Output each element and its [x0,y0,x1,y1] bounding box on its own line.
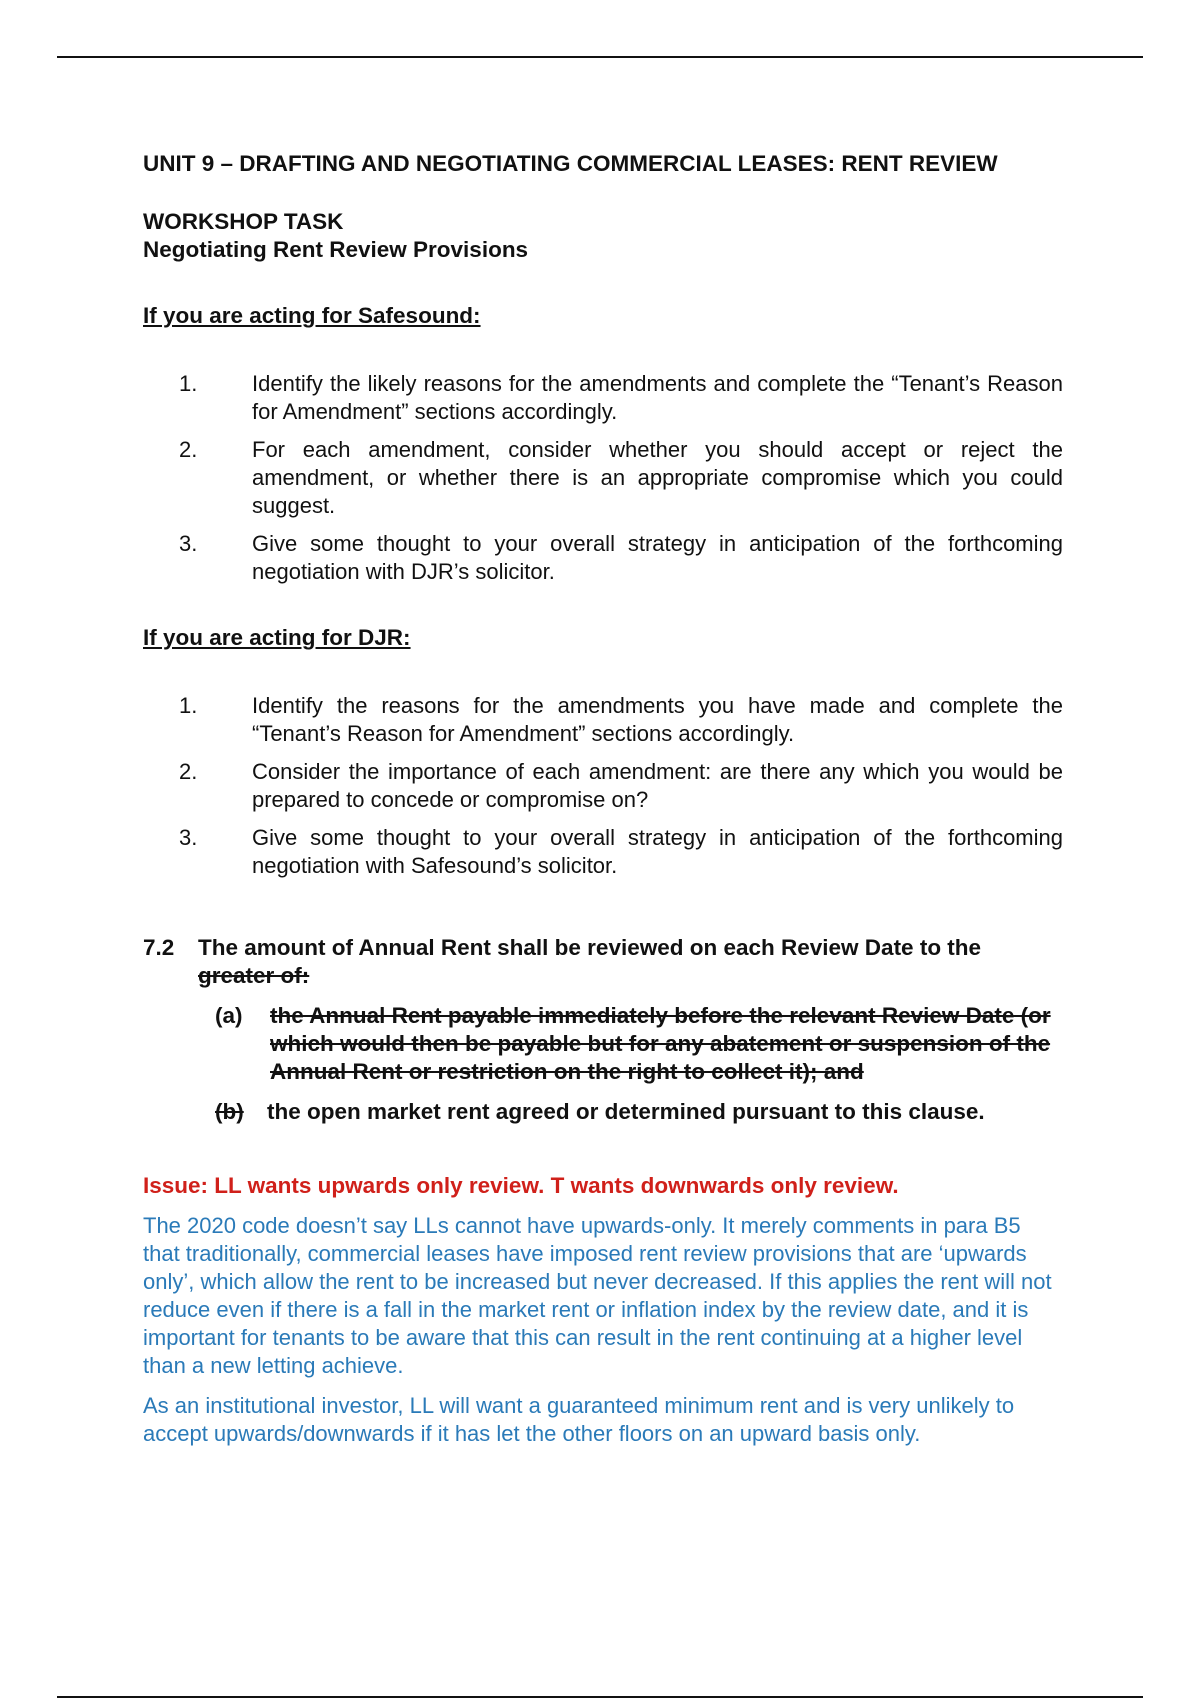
item-text: Give some thought to your overall strategy in anticipation of the forthcoming negotiation with Safesound’s solicitor. [252,825,1063,878]
item-number: 2. [179,759,198,784]
workshop-subheading: Negotiating Rent Review Provisions [143,237,529,262]
clause-number: 7.2 [143,935,175,960]
item-text: Give some thought to your overall strategy in anticipation of the forthcoming negotiation with DJR’s solicitor. [252,531,1063,584]
sub-a-label: (a) [215,1003,243,1028]
sub-a-text: the Annual Rent payable immediately before the relevant Review Date (or which would then be payable but for any abatement or suspension of the Annual Rent or restriction on the right to collect it); and [270,1003,1051,1084]
item-text: Identify the reasons for the amendments you have made and complete the “Tenant’s Reason for Amendment” sections accordingly. [252,693,1063,746]
workshop-heading: WORKSHOP TASK [143,209,344,234]
safesound-heading: If you are acting for Safesound: [143,303,481,328]
item-number: 3. [179,825,198,850]
list-item [143,824,1063,880]
list-item [143,530,1063,586]
comment-paragraph: The 2020 code doesn’t say LLs cannot have upwards-only. It merely comments in para B5 that traditionally, commercial leases have imposed rent review provisions that are ‘upwards only’, which allow the rent to be increased but never decreased. If this applies the rent will not reduce even if there is a fall in the market rent or inflation index by the review date, and it is important for tenants to be aware that this can result in the rent continuing at a higher level than a new letting achieve. [143,1213,1052,1378]
djr-heading: If you are acting for DJR: [143,625,411,650]
workshop-block [143,208,1063,264]
issue-note: Issue: LL wants upwards only review. T wants downwards only review. [143,1173,899,1198]
top-rule [57,56,1143,58]
item-number: 3. [179,531,198,556]
item-text: Consider the importance of each amendment: are there any which you would be prepared to concede or compromise on? [252,759,1063,812]
item-text: Identify the likely reasons for the amendments and complete the “Tenant’s Reason for Amendment” sections accordingly. [252,371,1063,424]
list-item [143,758,1063,814]
clause-lead-struck-text: greater of: [198,963,310,988]
clause-lead-text: The amount of Annual Rent shall be reviewed on each Review Date to the [198,935,982,960]
item-number: 1. [179,693,198,718]
list-item [143,436,1063,520]
sub-b-text: the open market rent agreed or determined pursuant to this clause. [267,1099,985,1124]
sub-b-label: (b) [215,1099,244,1124]
page-title: UNIT 9 – DRAFTING AND NEGOTIATING COMMERCIAL LEASES: RENT REVIEW [143,151,998,176]
document-page [143,150,1063,1448]
item-number: 1. [179,371,198,396]
bottom-rule [57,1696,1143,1698]
djr-task-list [143,692,1063,880]
clause-7-2 [143,934,1063,990]
list-item [143,370,1063,426]
list-item [143,692,1063,748]
comment-paragraph: As an institutional investor, LL will want a guaranteed minimum rent and is very unlikely to accept upwards/downwards if it has let the other floors on an upward basis only. [143,1393,1015,1446]
item-number: 2. [179,437,198,462]
item-text: For each amendment, consider whether you should accept or reject the amendment, or whether there is an appropriate compromise which you could suggest. [252,437,1063,518]
clause-sub-a [143,1002,1063,1086]
safesound-task-list [143,370,1063,586]
clause-sub-b [143,1098,1063,1126]
